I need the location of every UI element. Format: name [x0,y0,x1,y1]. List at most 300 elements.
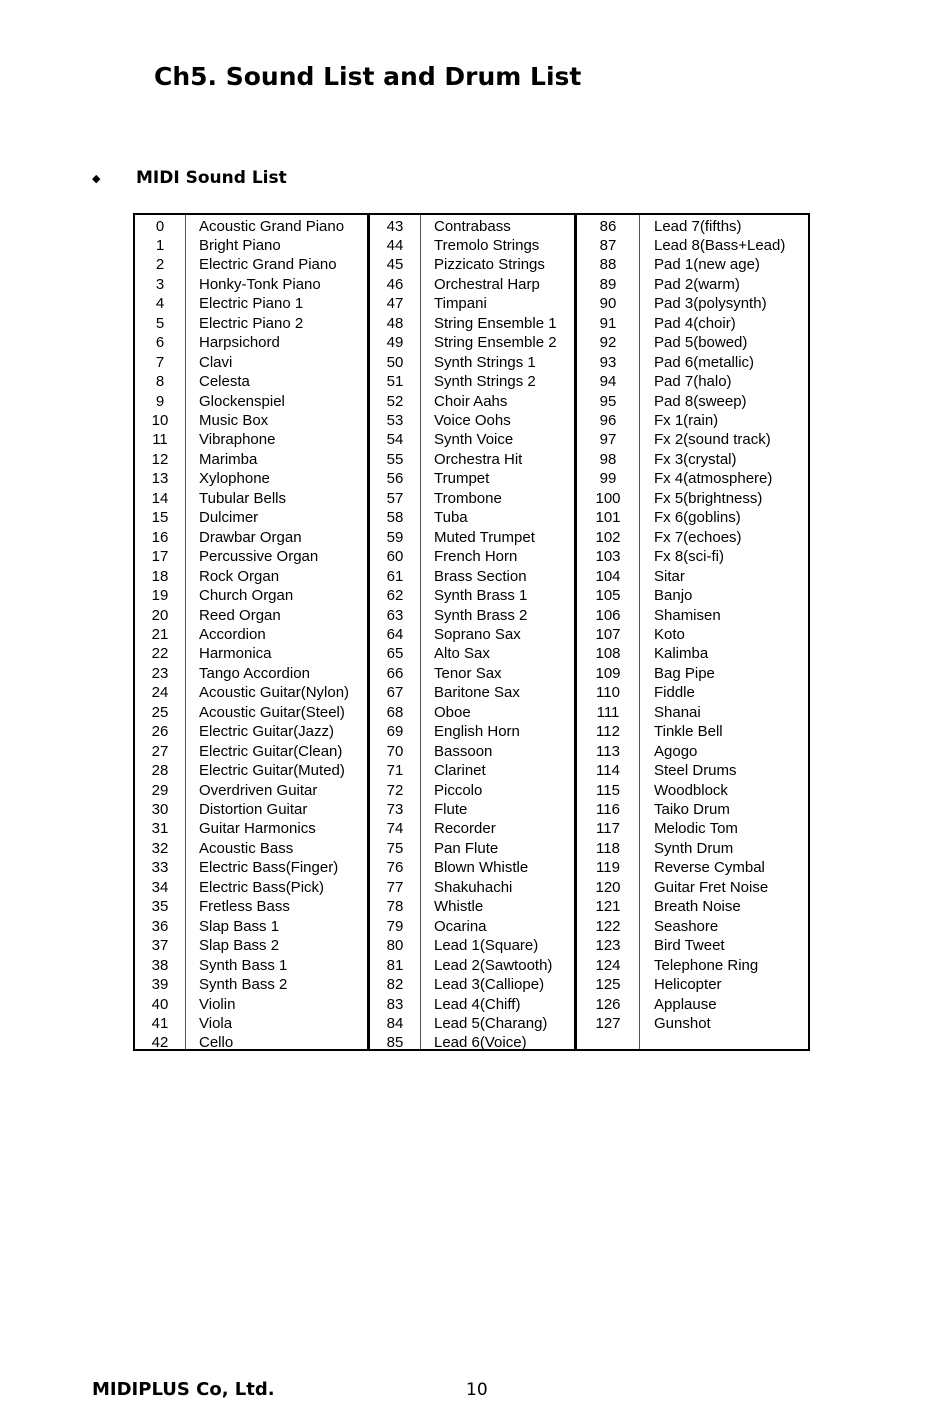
table-row [135,625,367,644]
table-row [135,995,367,1014]
sound-number: 8 [155,373,165,391]
sound-name: Fx 6(goblins) [654,509,741,527]
sound-number: 125 [595,976,621,994]
sound-number: 98 [599,450,617,468]
table-row [135,217,367,236]
table-row [370,586,574,605]
sound-name: Ocarina [434,917,487,935]
sound-number: 114 [596,762,620,780]
sound-number: 104 [595,567,621,585]
sound-number: 117 [596,820,620,838]
sound-number: 11 [152,431,168,449]
sound-name: Tremolo Strings [434,236,540,254]
table-row [577,995,808,1014]
sound-number: 12 [151,450,169,468]
table-row [370,897,574,916]
sound-number: 76 [386,859,404,877]
sound-name: Pan Flute [434,839,499,857]
sound-number: 57 [386,489,404,507]
sound-name: Marimba [199,450,258,468]
sound-number: 78 [386,898,404,916]
table-row [135,781,367,800]
sound-name: Guitar Fret Noise [654,878,769,896]
table-row [135,819,367,838]
table-row [577,236,808,255]
table-row [135,411,367,430]
sound-number: 127 [595,1014,621,1032]
sound-name: Fx 8(sci-fi) [654,548,724,566]
sound-name: Accordion [199,625,266,643]
table-row [135,839,367,858]
sound-number: 90 [599,295,617,313]
sound-name: Acoustic Bass [199,839,294,857]
table-row [577,800,808,819]
sound-number: 3 [155,275,165,293]
sound-name: Timpani [434,295,487,313]
table-row [370,1014,574,1033]
table-row [577,975,808,994]
sound-number: 93 [599,353,617,371]
table-row [370,567,574,586]
table-row [135,956,367,975]
sound-name: Steel Drums [654,762,737,780]
sound-number: 65 [386,645,404,663]
sound-name: Synth Strings 2 [434,373,536,391]
table-row [135,333,367,352]
table-row [577,722,808,741]
sound-number: 62 [386,587,404,605]
table-row [370,489,574,508]
sound-number: 72 [386,781,404,799]
sound-number: 94 [599,373,617,391]
table-row [135,858,367,877]
table-row [577,761,808,780]
sound-name: Pad 6(metallic) [654,353,755,371]
table-row [135,392,367,411]
sound-number: 48 [386,314,404,332]
table-row [370,469,574,488]
sound-number: 42 [151,1034,169,1052]
sound-number: 56 [386,470,404,488]
sound-name: Blown Whistle [434,859,529,877]
sound-name: Pad 1(new age) [654,256,760,274]
table-row [135,917,367,936]
sound-number: 88 [599,256,617,274]
sound-name: Lead 4(Chiff) [434,995,521,1013]
sound-name: Tubular Bells [199,489,286,507]
sound-name: Voice Oohs [434,412,511,429]
table-row [577,703,808,722]
sound-name: Shakuhachi [434,878,513,896]
sound-number: 55 [386,450,404,468]
table-row [135,586,367,605]
sound-number: 0 [155,217,165,235]
sound-number: 68 [386,703,404,721]
sound-number: 37 [151,937,169,955]
sound-number: 13 [151,470,169,488]
sound-name: Reverse Cymbal [654,859,765,877]
sound-number: 54 [386,431,404,449]
table-row [370,528,574,547]
table-row [577,917,808,936]
sound-number: 17 [151,548,169,566]
table-row [135,664,367,683]
sound-name: Fx 3(crystal) [654,450,737,468]
sound-number: 101 [595,509,621,527]
sound-number: 92 [599,334,617,352]
sound-number: 80 [386,937,404,955]
table-row [370,995,574,1014]
table-row [370,917,574,936]
sound-name: Orchestral Harp [434,275,540,293]
sound-name: Distortion Guitar [199,801,308,818]
sound-number: 124 [595,956,621,974]
sound-number: 22 [151,645,169,663]
table-row [370,1033,574,1052]
sound-name: Electric Guitar(Jazz) [199,723,335,741]
table-row [135,878,367,897]
table-row [370,742,574,761]
sound-name: Helicopter [654,976,722,994]
table-row [370,644,574,663]
sound-name: Whistle [434,898,484,916]
sound-name: Dulcimer [199,509,259,527]
sound-number: 106 [595,606,621,624]
sound-name: Reed Organ [199,606,281,624]
sound-name: Lead 1(Square) [434,937,539,955]
sound-number: 118 [596,839,620,857]
sound-number: 71 [386,762,404,780]
sound-number: 2 [155,256,165,274]
sound-number: 15 [151,509,169,527]
table-row [135,936,367,955]
sound-number: 59 [386,528,404,546]
sound-name: Bright Piano [199,236,281,254]
sound-number: 53 [386,412,404,429]
sound-name: Tango Accordion [199,664,310,682]
sound-number: 110 [596,684,620,702]
sound-name: Cello [199,1034,234,1052]
sound-number: 38 [151,956,169,974]
sound-name: Soprano Sax [434,625,521,643]
sound-number: 5 [155,314,165,332]
sound-name: Sitar [654,567,685,585]
sound-name: Overdriven Guitar [199,781,318,799]
sound-number: 25 [151,703,169,721]
sound-name: Fx 4(atmosphere) [654,470,773,488]
section-label: MIDI Sound List [136,168,287,188]
sound-name: Synth Voice [434,431,514,449]
sound-number: 87 [599,236,617,254]
sound-number: 116 [596,801,620,818]
sound-number: 28 [151,762,169,780]
table-row [370,606,574,625]
sound-name: Shanai [654,703,701,721]
sound-number: 40 [151,995,169,1013]
sound-name: Pizzicato Strings [434,256,545,274]
sound-number: 100 [595,489,621,507]
sound-number: 44 [386,236,404,254]
table-row [135,742,367,761]
sound-name: Clarinet [434,762,486,780]
table-row [577,294,808,313]
sound-number: 77 [386,878,404,896]
sound-name: Fx 7(echoes) [654,528,742,546]
sound-number: 61 [386,567,404,585]
sound-name: Koto [654,625,685,643]
table-row [370,217,574,236]
table-row [135,236,367,255]
sound-name: Slap Bass 1 [199,917,280,935]
table-row [370,372,574,391]
diamond-bullet-icon: ◆ [92,171,101,185]
table-row [370,936,574,955]
sound-name: Fx 1(rain) [654,412,719,429]
sound-number: 49 [386,334,404,352]
table-row [370,781,574,800]
sound-name: Tenor Sax [434,664,502,682]
sound-name: Electric Piano 2 [199,314,304,332]
table-row [370,664,574,683]
table-row [135,703,367,722]
sound-name: Contrabass [434,217,511,235]
sound-number: 51 [386,373,404,391]
sound-name: Fretless Bass [199,898,290,916]
sound-number: 85 [386,1034,404,1052]
sound-number: 112 [596,723,620,741]
table-row [577,392,808,411]
sound-name: Fiddle [654,684,695,702]
sound-name: Orchestra Hit [434,450,523,468]
sound-number: 26 [151,723,169,741]
sound-name: Baritone Sax [434,684,520,702]
table-row [577,606,808,625]
sound-number: 119 [596,859,620,877]
sound-name: Acoustic Guitar(Nylon) [199,684,350,702]
sound-name: Electric Grand Piano [199,256,337,274]
table-row [577,683,808,702]
table-row [370,255,574,274]
sound-name: Agogo [654,742,698,760]
sound-name: Pad 8(sweep) [654,392,747,410]
sound-number: 10 [151,412,169,429]
table-row [577,333,808,352]
sound-name: Electric Guitar(Clean) [199,742,343,760]
sound-name: Lead 7(fifths) [654,217,742,235]
sound-name: Electric Bass(Pick) [199,878,325,896]
sound-number: 29 [151,781,169,799]
sound-name: String Ensemble 2 [434,334,557,352]
sound-number: 30 [151,801,169,818]
sound-number: 113 [596,742,620,760]
table-row [370,878,574,897]
sound-number: 58 [386,509,404,527]
table-row [370,839,574,858]
sound-name: Guitar Harmonics [199,820,316,838]
sound-name: Viola [199,1014,233,1032]
sound-name: Applause [654,995,717,1013]
table-row [577,742,808,761]
sound-name: Muted Trumpet [434,528,535,546]
sound-name: Electric Guitar(Muted) [199,762,345,780]
sound-name: Drawbar Organ [199,528,302,546]
sound-number: 1 [155,236,165,254]
table-row [135,683,367,702]
table-row [370,392,574,411]
table-row [577,819,808,838]
table-row [577,528,808,547]
table-row [577,353,808,372]
table-row [370,819,574,838]
sound-name: Trumpet [434,470,490,488]
table-row [370,314,574,333]
sound-number: 121 [595,898,621,916]
table-row [577,625,808,644]
sound-name: Electric Bass(Finger) [199,859,339,877]
sound-number: 41 [151,1014,169,1032]
sound-name: Lead 2(Sawtooth) [434,956,553,974]
page-number: 10 [466,1380,488,1400]
sound-number: 33 [151,859,169,877]
sound-number: 45 [386,256,404,274]
table-row [577,878,808,897]
sound-number: 99 [599,470,617,488]
sound-name: Gunshot [654,1014,711,1032]
sound-number: 35 [151,898,169,916]
sound-number: 66 [386,664,404,682]
sound-name: Honky-Tonk Piano [199,275,321,293]
sound-name: Lead 8(Bass+Lead) [654,236,786,254]
sound-number: 23 [151,664,169,682]
sound-name: Trombone [434,489,502,507]
sound-number: 7 [155,353,165,371]
sound-name: Church Organ [199,587,294,605]
sound-name: Choir Aahs [434,392,508,410]
table-row [135,975,367,994]
table-row [135,294,367,313]
table-row [370,975,574,994]
sound-number: 84 [386,1014,404,1032]
sound-name: Pad 5(bowed) [654,334,748,352]
sound-number: 73 [386,801,404,818]
sound-name: Synth Strings 1 [434,353,536,371]
sound-number: 4 [155,295,165,313]
table-row [135,450,367,469]
table-row [135,644,367,663]
page-title: Ch5. Sound List and Drum List [154,62,582,91]
sound-name: Synth Bass 1 [199,956,288,974]
sound-name: Lead 6(Voice) [434,1034,527,1052]
sound-number: 60 [386,548,404,566]
table-row [577,781,808,800]
sound-number: 83 [386,995,404,1013]
table-row [135,761,367,780]
footer-company: MIDIPLUS Co, Ltd. [92,1379,275,1400]
sound-name: Electric Piano 1 [199,295,304,313]
section-heading [92,168,287,188]
table-row [370,411,574,430]
sound-name: Taiko Drum [654,801,730,818]
table-row [135,1033,367,1052]
sound-name: Synth Brass 1 [434,587,528,605]
sound-number: 34 [151,878,169,896]
table-row [135,508,367,527]
sound-name: Telephone Ring [654,956,759,974]
sound-number: 82 [386,976,404,994]
table-row [577,644,808,663]
sound-name: Kalimba [654,645,709,663]
sound-number: 50 [386,353,404,371]
sound-name: Woodblock [654,781,728,799]
table-row [135,567,367,586]
sound-number: 105 [595,587,621,605]
sound-number: 52 [386,392,404,410]
sound-number: 31 [151,820,169,838]
sound-number: 115 [596,781,620,799]
table-row [370,450,574,469]
sound-name: Bag Pipe [654,664,715,682]
sound-name: Melodic Tom [654,820,738,838]
sound-number: 19 [151,587,169,605]
sound-name: Banjo [654,587,693,605]
sound-number: 14 [151,489,169,507]
sound-number: 75 [386,839,404,857]
sound-number: 97 [599,431,617,449]
sound-name: Bird Tweet [654,937,725,955]
table-row [577,275,808,294]
table-row [577,217,808,236]
sound-name: Violin [199,995,236,1013]
table-row [577,372,808,391]
sound-number: 69 [386,723,404,741]
sound-number: 43 [386,217,404,235]
sound-number: 126 [595,995,621,1013]
table-row [370,722,574,741]
sound-number: 81 [386,956,404,974]
table-row [135,897,367,916]
sound-number: 39 [151,976,169,994]
sound-number: 21 [151,625,169,643]
table-row [135,547,367,566]
table-column-2 [367,215,574,1052]
table-row [135,275,367,294]
table-row [135,255,367,274]
sound-number: 46 [386,275,404,293]
sound-name: Clavi [199,353,233,371]
sound-name: Seashore [654,917,719,935]
sound-number: 89 [599,275,617,293]
table-row [577,956,808,975]
table-row [135,314,367,333]
table-row [370,236,574,255]
sound-number: 95 [599,392,617,410]
sound-number: 67 [386,684,404,702]
sound-name: Piccolo [434,781,483,799]
sound-number: 111 [596,703,620,721]
sound-name: Percussive Organ [199,548,319,566]
sound-name: Harmonica [199,645,272,663]
table-row [135,1014,367,1033]
sound-number: 20 [151,606,169,624]
sound-name: Fx 2(sound track) [654,431,771,449]
sound-name: English Horn [434,723,520,741]
sound-name: Slap Bass 2 [199,937,280,955]
sound-name: Flute [434,801,468,818]
table-row [370,508,574,527]
sound-name: Fx 5(brightness) [654,489,763,507]
table-row [370,353,574,372]
sound-name: Breath Noise [654,898,741,916]
